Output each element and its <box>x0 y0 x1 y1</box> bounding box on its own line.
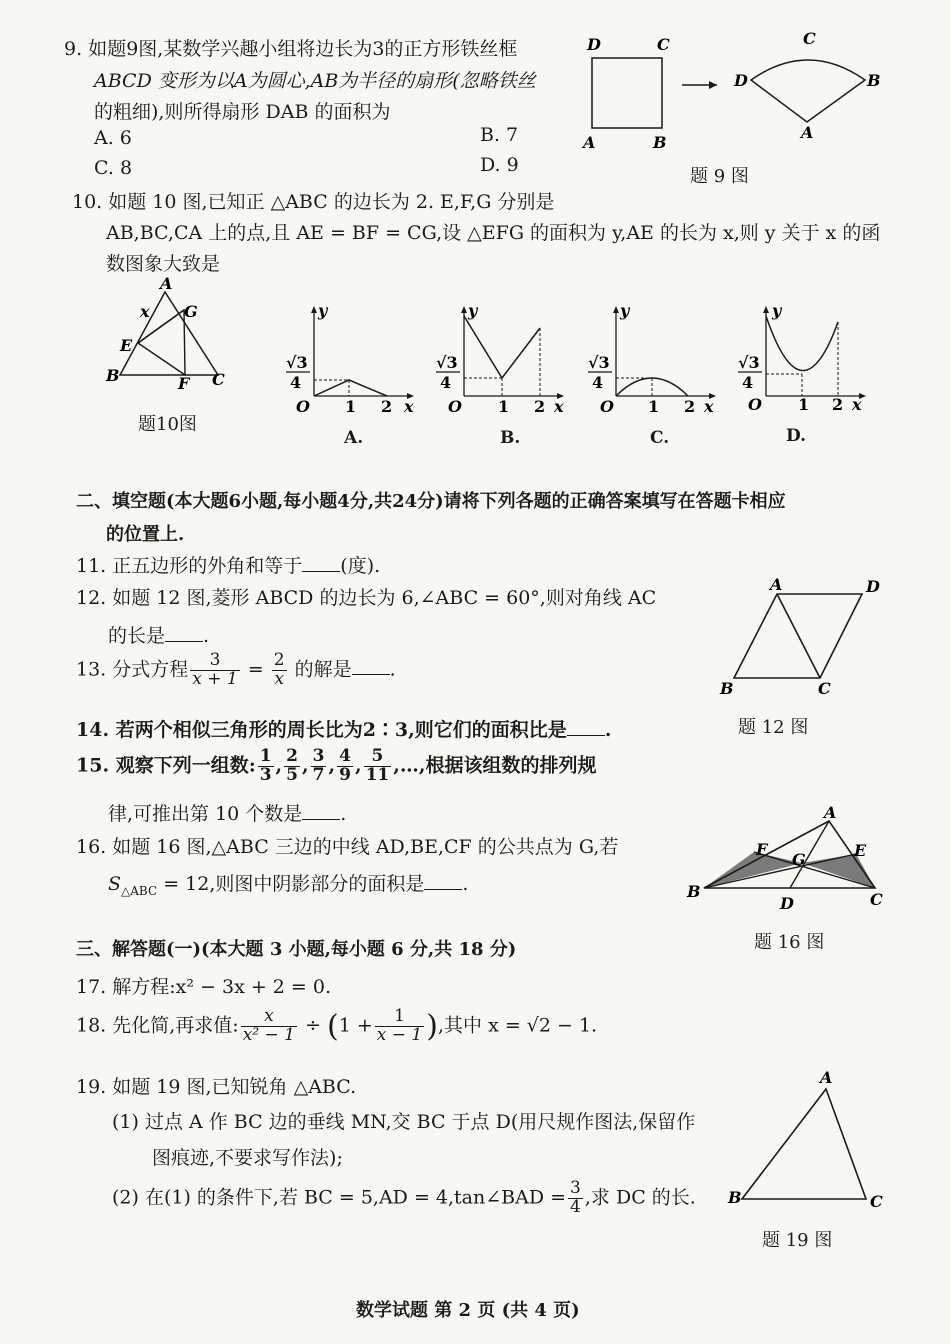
page-footer: 数学试题 第 2 页 (共 4 页) <box>356 1300 580 1321</box>
svg-text:2: 2 <box>684 397 696 416</box>
q19-part1b: 图痕迹,不要求写作法); <box>152 1147 343 1169</box>
q13: 13. 分式方程 $\frac{3}{x + 1}$ = $\frac{2}{x}$ 的解是 . <box>76 650 396 689</box>
q10-label-f: F <box>178 374 190 390</box>
q10-line2: AB,BC,CA 上的点,且 AE = BF = CG,设 △EFG 的面积为 y,AE 的长为 x,则 y 关于 x 的函 <box>106 222 881 244</box>
q10-line3: 数图象大致是 <box>106 253 221 275</box>
svg-text:O: O <box>748 395 762 414</box>
q16-label-c: C <box>870 890 883 909</box>
q9-label-d: D <box>587 35 601 54</box>
svg-text:O: O <box>296 397 310 416</box>
q10-line1: 10. 如题 10 图,已知正 △ABC 的边长为 2. E,F,G 分别是 <box>72 191 555 213</box>
svg-text:1: 1 <box>345 397 357 416</box>
svg-text:O: O <box>600 397 614 416</box>
section2-heading-line2: 的位置上. <box>106 524 185 545</box>
q16-label-d: D <box>780 894 794 913</box>
svg-text:1: 1 <box>798 395 810 414</box>
q9-label-c: C <box>657 35 670 54</box>
q9-label-b: B <box>653 133 667 152</box>
q19-label-c: C <box>870 1192 883 1211</box>
q9-line1: 9. 如题9图,某数学兴趣小组将边长为3的正方形铁丝框 <box>64 38 518 60</box>
q16-median-figure <box>684 805 894 915</box>
q13-answer-blank[interactable] <box>352 660 390 675</box>
svg-text:O: O <box>448 397 462 416</box>
graph-c-label[interactable]: C. <box>650 428 670 448</box>
svg-text:y: y <box>468 301 478 320</box>
q9-line3: 的粗细),则所得扇形 DAB 的面积为 <box>94 101 391 123</box>
svg-text:√3: √3 <box>738 353 760 372</box>
q16-label-b: B <box>687 882 701 901</box>
q12-caption: 题 12 图 <box>738 717 809 738</box>
q16-answer-blank[interactable] <box>424 875 462 890</box>
q11: 11. 正五边形的外角和等于 (度). <box>76 555 381 577</box>
q10-caption: 题10图 <box>138 414 197 435</box>
q12-line1: 12. 如题 12 图,菱形 ABCD 的边长为 6,∠ABC = 60°,则对角线 AC <box>76 587 657 609</box>
q9-label-a2: A <box>801 123 814 142</box>
graph-d-label[interactable]: D. <box>786 426 807 446</box>
q16-line1: 16. 如题 16 图,△ABC 三边的中线 AD,BE,CF 的公共点为 G,若 <box>76 836 619 858</box>
svg-text:√3: √3 <box>588 353 610 372</box>
q12-label-b: B <box>720 679 734 698</box>
q16-line2: $S_{\triangle ABC} = 12$,则图中阴影部分的面积是 . <box>108 873 469 898</box>
q12-rhombus-figure <box>712 572 892 702</box>
svg-text:√3: √3 <box>436 353 458 372</box>
svg-text:1: 1 <box>498 397 510 416</box>
q9-option-b[interactable]: B. 7 <box>480 124 519 146</box>
q9-label-c2: C <box>803 30 816 48</box>
q10-label-x: x <box>140 302 150 321</box>
q16-label-g: G <box>792 850 806 869</box>
q12-label-a: A <box>770 575 783 594</box>
graph-b <box>432 298 572 423</box>
svg-text:x: x <box>554 397 564 416</box>
q16-label-f: F <box>756 840 768 859</box>
q19-label-b: B <box>728 1188 742 1207</box>
q19-label-a: A <box>820 1068 833 1087</box>
svg-text:y: y <box>620 301 630 320</box>
q16-label-a: A <box>824 805 837 822</box>
q9-label-d2: D <box>734 71 748 90</box>
q12-line2: 的长是 . <box>108 625 210 647</box>
q10-triangle-figure <box>100 275 240 390</box>
section2-heading: 二、填空题(本大题6小题,每小题4分,共24分)请将下列各题的正确答案填写在答题卡相应 <box>76 491 786 512</box>
svg-text:4: 4 <box>290 373 302 392</box>
q15-answer-blank[interactable] <box>302 805 340 820</box>
section3-heading: 三、解答题(一)(本大题 3 小题,每小题 6 分,共 18 分) <box>76 939 517 960</box>
q15-line2: 律,可推出第 10 个数是 . <box>108 803 347 825</box>
svg-text:y: y <box>772 301 782 320</box>
q12-label-d: D <box>866 577 880 596</box>
svg-text:x: x <box>704 397 714 416</box>
svg-text:4: 4 <box>592 373 604 392</box>
graph-a <box>282 298 422 423</box>
q9-label-a: A <box>583 133 596 152</box>
q9-figure <box>575 30 895 160</box>
q9-option-d[interactable]: D. 9 <box>480 154 519 176</box>
q9-caption: 题 9 图 <box>690 166 749 187</box>
q9-option-c[interactable]: C. 8 <box>94 157 133 179</box>
q9-option-a[interactable]: A. 6 <box>94 127 132 149</box>
q10-label-c: C <box>212 370 225 389</box>
svg-text:x: x <box>852 395 862 414</box>
graph-a-label[interactable]: A. <box>344 428 364 448</box>
svg-text:x: x <box>404 397 414 416</box>
q19-part2: (2) 在(1) 的条件下,若 BC = 5,AD = 4,tan∠BAD = $\frac{3}{4}$ ,求 DC 的长. <box>112 1178 696 1217</box>
svg-text:√3: √3 <box>286 353 308 372</box>
q10-label-g: G <box>184 302 198 321</box>
graph-b-label[interactable]: B. <box>500 428 521 448</box>
svg-text:4: 4 <box>742 373 754 392</box>
q18: 18. 先化简,再求值: $\frac{x}{\text{x² − 1}}$ ÷ (1 + $\frac{1}{x - 1}$ ),其中 x = √2 − 1. <box>76 1006 598 1045</box>
graph-d <box>734 298 874 423</box>
svg-text:2: 2 <box>832 395 844 414</box>
q17: 17. 解方程:x² − 3x + 2 = 0. <box>76 976 332 998</box>
svg-text:1: 1 <box>648 397 660 416</box>
q14-answer-blank[interactable] <box>567 721 605 736</box>
q11-answer-blank[interactable] <box>302 557 340 572</box>
q19-triangle-figure <box>722 1065 892 1215</box>
q19-caption: 题 19 图 <box>762 1230 833 1251</box>
svg-text:2: 2 <box>381 397 393 416</box>
q12-label-c: C <box>818 679 831 698</box>
q15-line1: 15. 观察下列一组数: $\frac{1}{3}$ , $\frac{2}{5}$ , $\frac{3}{7}$ , $\frac{4}{9}$ , $\frac{5}{11}$ ,…,根据该组数的排列规 <box>76 746 597 785</box>
q12-answer-blank[interactable] <box>165 627 203 642</box>
q14: 14. 若两个相似三角形的周长比为2∶3,则它们的面积比是 . <box>76 719 612 741</box>
svg-text:y: y <box>318 301 328 320</box>
graph-c <box>584 298 724 423</box>
q16-caption: 题 16 图 <box>754 932 825 953</box>
q10-label-a: A <box>160 275 173 293</box>
svg-text:4: 4 <box>440 373 452 392</box>
arrow-icon <box>709 81 717 89</box>
q9-label-b2: B <box>867 71 881 90</box>
q9-line2: ABCD 变形为以A为圆心,AB为半径的扇形(忽略铁丝 <box>94 70 536 92</box>
q10-label-e: E <box>120 336 133 355</box>
svg-text:2: 2 <box>534 397 546 416</box>
q19-part1a: (1) 过点 A 作 BC 边的垂线 MN,交 BC 于点 D(用尺规作图法,保留作 <box>112 1111 696 1133</box>
q19-line1: 19. 如题 19 图,已知锐角 △ABC. <box>76 1076 357 1098</box>
q10-label-b: B <box>106 366 120 385</box>
q16-label-e: E <box>854 841 867 860</box>
